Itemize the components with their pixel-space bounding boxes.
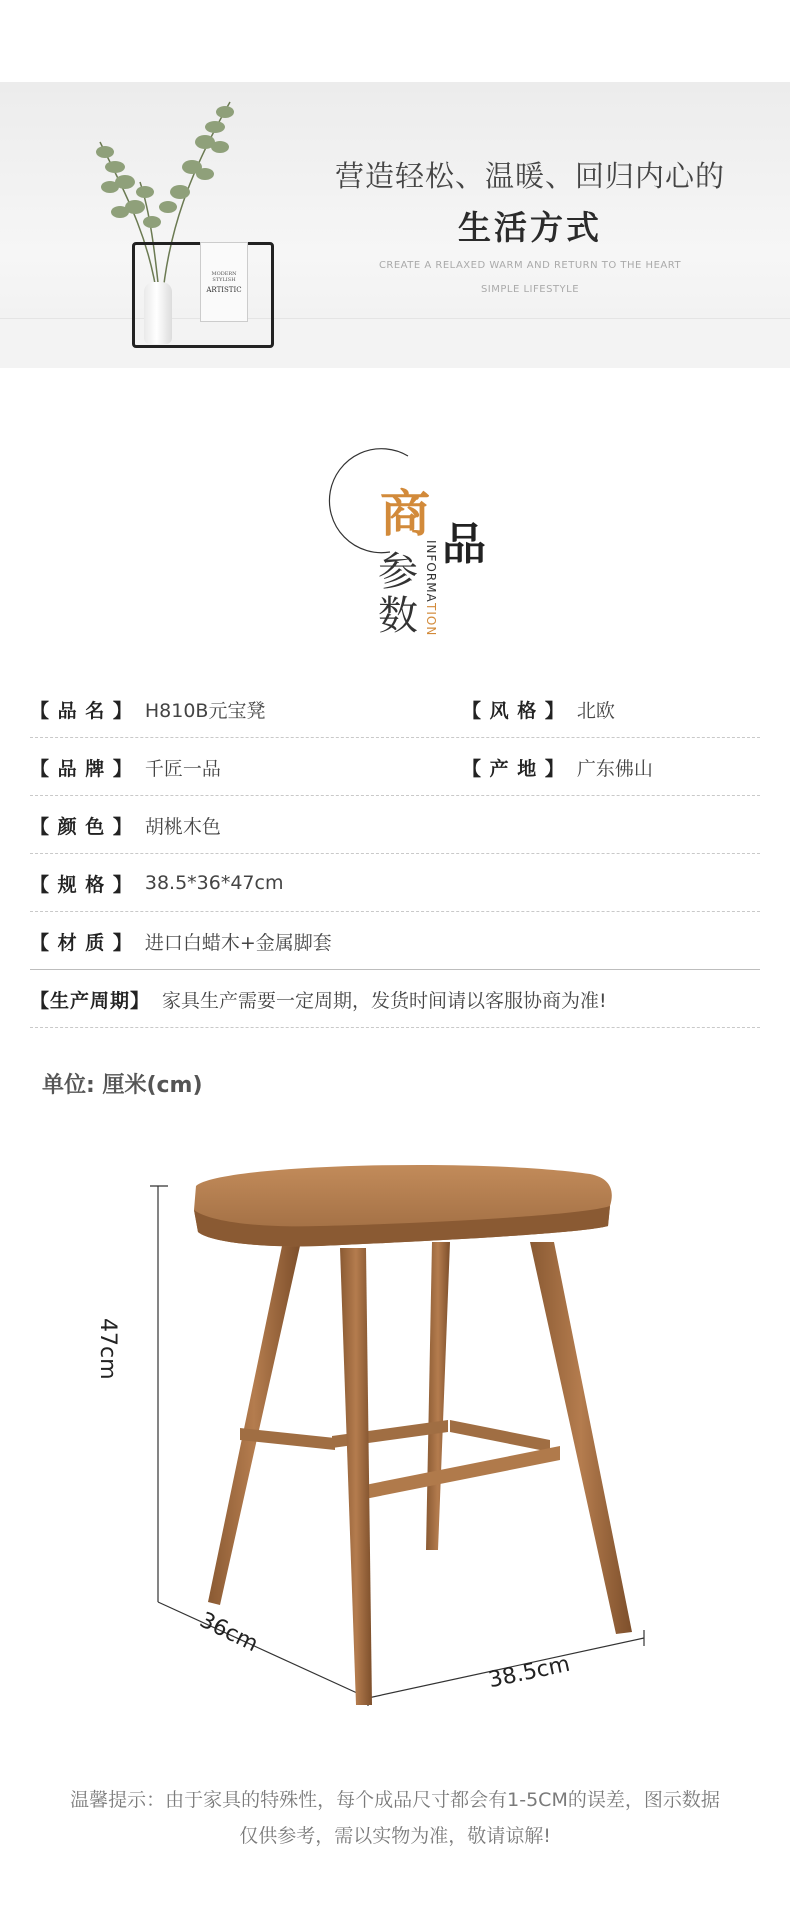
section-title [300,440,520,640]
title-english-part2: TION [424,602,438,637]
title-english-part1: INFORMA [424,540,438,603]
banner-english-line2: SIMPLE LIFESTYLE [480,284,580,295]
param-period-label: 【生产周期】 [30,989,151,1012]
banner-subhead [320,202,740,249]
param-row-material [30,912,760,970]
dimension-width-label: 38.5cm [486,1651,573,1694]
banner-subhead-text: 生活方式 [458,208,602,247]
param-material-label: 【 材 质 】 [30,931,133,954]
title-char-shu: 数 [378,593,418,639]
param-style-value: 北欧 [576,699,615,722]
note-line2: 仅供参考，需以实物为准，敬请谅解! [239,1825,551,1847]
param-size [30,854,283,912]
param-row-color [30,796,760,854]
param-size-value: 38.5*36*47cm [144,872,284,894]
dimension-height-label: 47cm [95,1318,120,1380]
banner-english-line1: CREATE A RELAXED WARM AND RETURN TO THE HEART [378,260,682,271]
param-brand-label: 【 品 牌 】 [30,757,133,780]
param-row-name-style [30,680,760,738]
vase [144,282,172,344]
param-row-period [30,970,760,1028]
hero-banner [0,82,790,368]
banner-table-surface [0,318,790,368]
param-brand [30,738,221,796]
card-big-text: ARTISTIC [206,286,242,294]
param-material [30,912,332,970]
title-char-can: 参 [378,549,418,595]
param-color-label: 【 颜 色 】 [30,815,133,838]
param-origin-label: 【 产 地 】 [462,757,565,780]
param-origin [462,738,653,796]
param-name-value: H810B元宝凳 [144,699,266,722]
param-name [30,680,265,738]
param-row-brand-origin [30,738,760,796]
title-char-shang: 商 [380,485,430,543]
unit-label: 单位: 厘米(cm) [42,1073,203,1098]
dimension-depth-label: 36cm [195,1607,262,1658]
param-brand-value: 千匠一品 [144,757,221,780]
param-row-size [30,854,760,912]
param-color [30,796,221,854]
warm-tip-note [40,1782,750,1854]
note-line1: 温馨提示：由于家具的特殊性，每个成品尺寸都会有1-5CM的误差，图示数据 [70,1789,720,1811]
title-char-pin: 品 [442,519,486,570]
param-name-label: 【 品 名 】 [30,699,133,722]
params-table [30,680,760,1028]
stool-illustration [110,1150,670,1710]
param-style-label: 【 风 格 】 [462,699,565,722]
param-origin-value: 广东佛山 [576,757,653,780]
param-style [462,680,615,738]
card-small-text: MODERN STYLISH [211,271,237,283]
param-period-value: 家具生产需要一定周期，发货时间请以客服协商为准! [162,989,607,1012]
param-color-value: 胡桃木色 [144,815,221,838]
param-material-value: 进口白蜡木+金属脚套 [144,931,332,954]
param-size-label: 【 规 格 】 [30,873,133,896]
param-period [30,970,607,1028]
title-english-vertical [424,540,438,640]
frame-card [200,242,248,322]
banner-headline: 营造轻松、温暖、回归内心的 [334,159,725,193]
